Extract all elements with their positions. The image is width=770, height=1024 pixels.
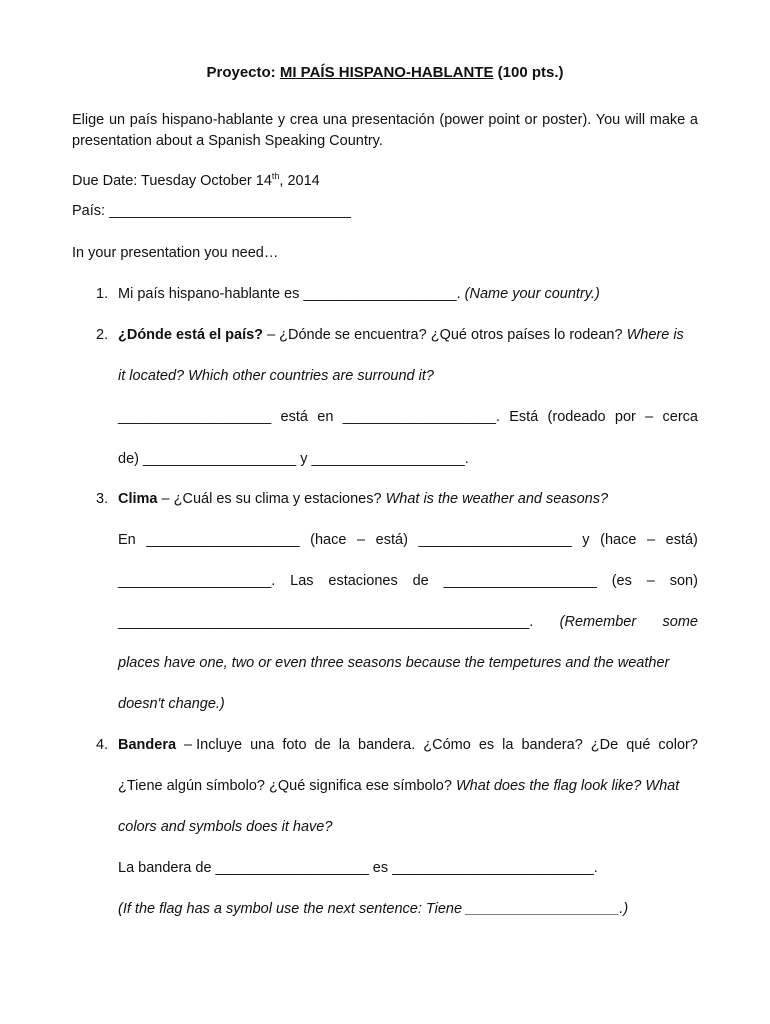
fill-word: (rodeado bbox=[547, 409, 606, 425]
fill-word: – Incluye bbox=[184, 737, 243, 753]
item-4-row-4: La bandera de ___________________ es _________________________. bbox=[118, 860, 598, 876]
fill-word: ___________________ bbox=[146, 532, 300, 548]
fill-word: color? bbox=[658, 737, 698, 753]
item-2-number: 2. bbox=[96, 327, 109, 343]
item-4-row-2 bbox=[118, 778, 698, 794]
fill-word: la bbox=[338, 737, 350, 753]
item-4-row-3: colors and symbols does it have? bbox=[118, 819, 333, 835]
fill-word: (hace bbox=[600, 532, 637, 548]
item-4-row-5: (If the flag has a symbol use the next sentence: Tiene ___________________.) bbox=[118, 901, 629, 917]
fill-word: son) bbox=[669, 573, 698, 589]
fill-word: Las bbox=[290, 573, 314, 589]
fill-word: foto bbox=[282, 737, 307, 753]
item-3-text bbox=[118, 491, 698, 507]
item-3-questions: – ¿Cuál es su clima y estaciones? bbox=[157, 491, 382, 507]
item-2-fill-row-2: de) ___________________ y ___________________. bbox=[118, 451, 469, 467]
item-3-number: 3. bbox=[96, 491, 109, 507]
item-2-questions: – ¿Dónde se encuentra? ¿Qué otros países lo rodean? bbox=[263, 327, 623, 343]
fill-word: – bbox=[357, 532, 366, 548]
fill-word: está) bbox=[665, 532, 698, 548]
fill-word: ___________________ bbox=[118, 409, 272, 425]
item-2-hint-2: it located? Which other countries are surround it? bbox=[118, 368, 434, 384]
fill-word: ¿Cómo bbox=[423, 737, 471, 753]
item-4-heading: Bandera bbox=[118, 737, 177, 753]
title-prefix: Proyecto: bbox=[206, 64, 276, 81]
fill-word: bandera. bbox=[358, 737, 416, 753]
fill-word: por bbox=[614, 409, 636, 425]
due-date bbox=[72, 173, 320, 189]
fill-word: ___________________________________________________. bbox=[118, 614, 534, 630]
fill-word: una bbox=[250, 737, 275, 753]
fill-word: (hace bbox=[310, 532, 347, 548]
fill-word: la bbox=[502, 737, 514, 753]
fill-word: de bbox=[412, 573, 429, 589]
fill-word: qué bbox=[626, 737, 651, 753]
fill-word: ___________________. bbox=[342, 409, 500, 425]
fill-word: bandera? bbox=[521, 737, 583, 753]
fill-word: es bbox=[478, 737, 495, 753]
fill-word: y bbox=[582, 532, 590, 548]
item-1-text bbox=[118, 286, 698, 302]
fill-word: some bbox=[662, 614, 698, 630]
item-1-hint: (Name your country.) bbox=[464, 286, 600, 302]
item-3-row-2 bbox=[118, 573, 698, 589]
due-date-label: Due Date: Tuesday October 14 bbox=[72, 173, 272, 189]
fill-word: ___________________ bbox=[418, 532, 572, 548]
fill-word: está) bbox=[375, 532, 408, 548]
item-4-number: 4. bbox=[96, 737, 109, 753]
fill-word: en bbox=[317, 409, 334, 425]
fill-word: de bbox=[314, 737, 331, 753]
item-3-row-5: doesn't change.) bbox=[118, 696, 225, 712]
fill-word: ___________________. bbox=[118, 573, 276, 589]
fill-word: ¿De bbox=[590, 737, 619, 753]
item-2-text bbox=[118, 327, 698, 343]
item-3-row-3 bbox=[118, 614, 698, 630]
fill-word: (es bbox=[611, 573, 632, 589]
item-3-row-4: places have one, two or even three seasons because the tempetures and the weather bbox=[118, 655, 670, 671]
fill-word: – bbox=[645, 409, 654, 425]
item-4-hint-1: What does the flag look like? What bbox=[455, 778, 680, 794]
fill-word: – bbox=[646, 532, 656, 548]
due-date-year: , 2014 bbox=[279, 173, 320, 189]
intro-paragraph: Elige un país hispano-hablante y crea una presentación (power point or poster). You will make a presentation about a Spanish Speaking Country. bbox=[72, 112, 698, 149]
need-heading: In your presentation you need… bbox=[72, 245, 279, 261]
fill-word: En bbox=[118, 532, 136, 548]
item-1-number: 1. bbox=[96, 286, 109, 302]
fill-word: está bbox=[280, 409, 308, 425]
item-4-row-1 bbox=[118, 737, 698, 753]
item-2-hint-1: Where is bbox=[626, 327, 684, 343]
item-4-questions: ¿Tiene algún símbolo? ¿Qué significa ese símbolo? bbox=[118, 778, 452, 794]
fill-word: estaciones bbox=[328, 573, 398, 589]
fill-word: Está bbox=[509, 409, 539, 425]
fill-word: (Remember bbox=[559, 614, 637, 630]
due-date-sup: th bbox=[271, 171, 280, 182]
fill-word: cerca bbox=[662, 409, 698, 425]
item-3-hint: What is the weather and seasons? bbox=[385, 491, 609, 507]
item-2-fill-row-1 bbox=[118, 409, 698, 425]
item-2-heading: ¿Dónde está el país? bbox=[118, 327, 264, 343]
item-1-sentence: Mi país hispano-hablante es ___________________. bbox=[118, 286, 461, 302]
fill-word: – bbox=[646, 573, 655, 589]
item-3-row-1 bbox=[118, 532, 698, 548]
page-title bbox=[72, 64, 698, 81]
title-points: (100 pts.) bbox=[497, 64, 564, 81]
title-main: MI PAÍS HISPANO-HABLANTE bbox=[279, 64, 494, 81]
fill-word: ___________________ bbox=[443, 573, 597, 589]
item-3-heading: Clima bbox=[118, 491, 158, 507]
pais-line: País: ______________________________ bbox=[72, 203, 351, 219]
